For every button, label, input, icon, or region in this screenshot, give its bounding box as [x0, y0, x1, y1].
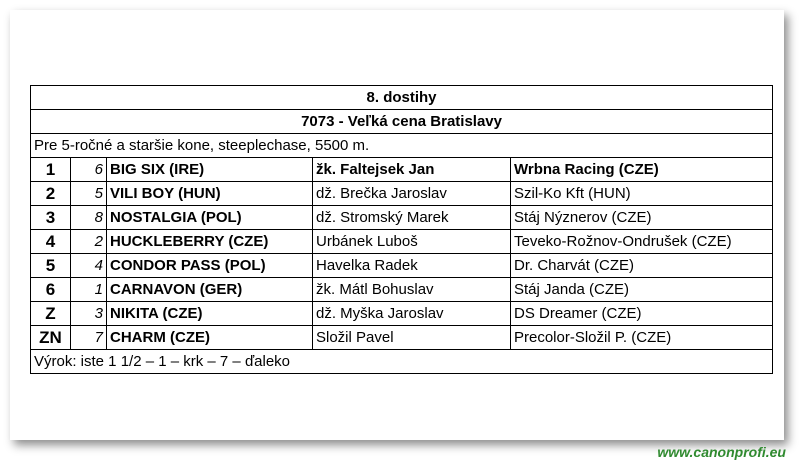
- owner-name: Dr. Charvát (CZE): [511, 254, 773, 278]
- owner-name: Teveko-Rožnov-Ondrušek (CZE): [511, 230, 773, 254]
- table-row: [31, 182, 773, 206]
- horse-name: CARNAVON (GER): [107, 278, 313, 302]
- horse-name: HUCKLEBERRY (CZE): [107, 230, 313, 254]
- horse-name: NIKITA (CZE): [107, 302, 313, 326]
- jockey-name: žk. Mátl Bohuslav: [313, 278, 511, 302]
- finish-position: 2: [31, 182, 71, 206]
- race-conditions: Pre 5-ročné a staršie kone, steeplechase, 5500 m.: [31, 134, 773, 158]
- horse-name: CHARM (CZE): [107, 326, 313, 350]
- race-results-table: [30, 85, 773, 374]
- watermark: www.canonprofi.eu: [657, 444, 786, 460]
- finish-position: 5: [31, 254, 71, 278]
- jockey-name: dž. Brečka Jaroslav: [313, 182, 511, 206]
- jockey-name: žk. Faltejsek Jan: [313, 158, 511, 182]
- jockey-name: Složil Pavel: [313, 326, 511, 350]
- verdict-row: [31, 350, 773, 374]
- owner-name: Stáj Nýznerov (CZE): [511, 206, 773, 230]
- horse-name: BIG SIX (IRE): [107, 158, 313, 182]
- table-row: [31, 230, 773, 254]
- horse-name: VILI BOY (HUN): [107, 182, 313, 206]
- horse-name: CONDOR PASS (POL): [107, 254, 313, 278]
- owner-name: Szil-Ko Kft (HUN): [511, 182, 773, 206]
- finish-position: 4: [31, 230, 71, 254]
- table-row: [31, 254, 773, 278]
- start-number: 8: [71, 206, 107, 230]
- start-number: 2: [71, 230, 107, 254]
- jockey-name: dž. Stromský Marek: [313, 206, 511, 230]
- table-row: [31, 302, 773, 326]
- start-number: 5: [71, 182, 107, 206]
- race-verdict: Výrok: iste 1 1/2 – 1 – krk – 7 – ďaleko: [31, 350, 773, 374]
- finish-position: 3: [31, 206, 71, 230]
- finish-position: 6: [31, 278, 71, 302]
- owner-name: Wrbna Racing (CZE): [511, 158, 773, 182]
- race-name: 7073 - Veľká cena Bratislavy: [31, 110, 773, 134]
- finish-position: 1: [31, 158, 71, 182]
- table-row: [31, 206, 773, 230]
- finish-position: Z: [31, 302, 71, 326]
- start-number: 6: [71, 158, 107, 182]
- race-name-row: [31, 110, 773, 134]
- owner-name: DS Dreamer (CZE): [511, 302, 773, 326]
- start-number: 4: [71, 254, 107, 278]
- table-row: [31, 158, 773, 182]
- start-number: 3: [71, 302, 107, 326]
- table-row: [31, 278, 773, 302]
- race-number: 8. dostihy: [31, 86, 773, 110]
- table-row: [31, 326, 773, 350]
- jockey-name: Havelka Radek: [313, 254, 511, 278]
- owner-name: Stáj Janda (CZE): [511, 278, 773, 302]
- race-number-row: [31, 86, 773, 110]
- race-conditions-row: [31, 134, 773, 158]
- owner-name: Precolor-Složil P. (CZE): [511, 326, 773, 350]
- horse-name: NOSTALGIA (POL): [107, 206, 313, 230]
- jockey-name: Urbánek Luboš: [313, 230, 511, 254]
- finish-position: ZN: [31, 326, 71, 350]
- start-number: 7: [71, 326, 107, 350]
- start-number: 1: [71, 278, 107, 302]
- jockey-name: dž. Myška Jaroslav: [313, 302, 511, 326]
